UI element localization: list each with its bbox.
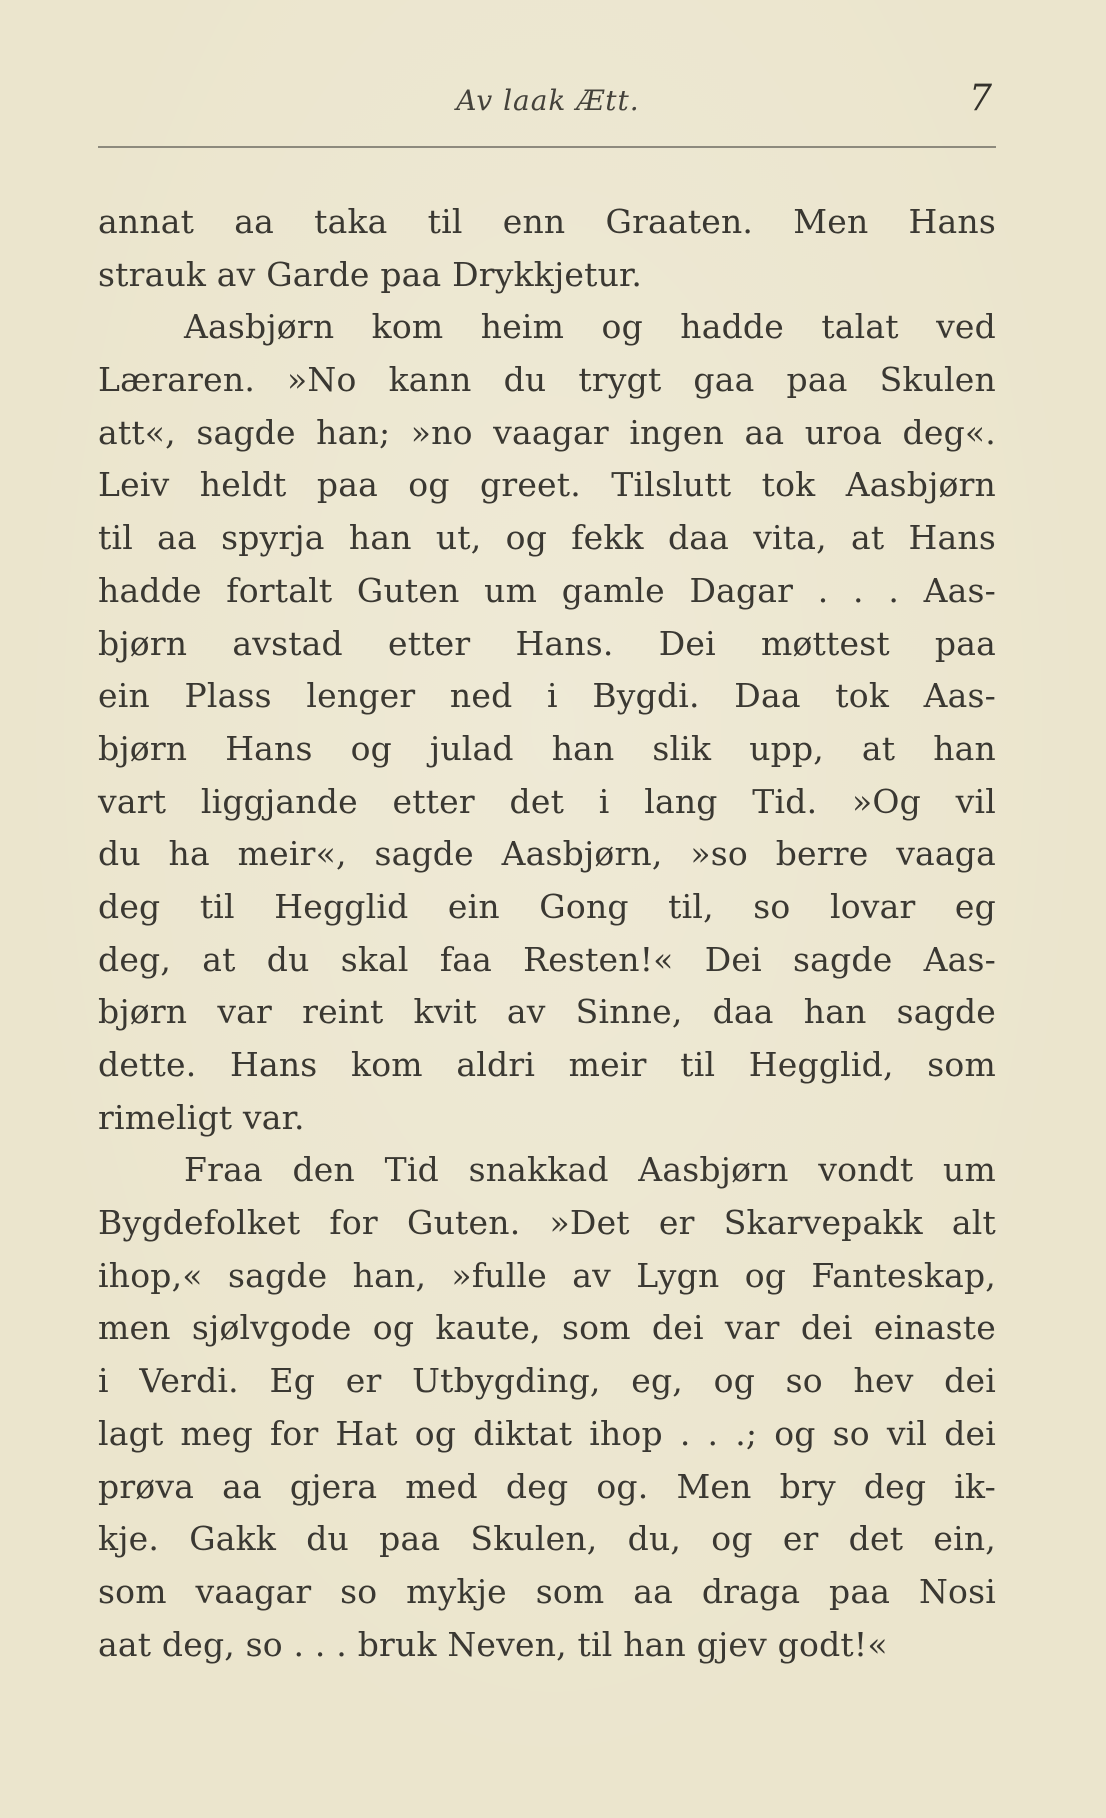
text-line: bjørn avstad etter Hans. Dei møttest paa (98, 623, 996, 663)
text-line: ihop,« sagde han, »fulle av Lygn og Fanteskap, (98, 1255, 996, 1295)
text-line: men sjølvgode og kaute, som dei var dei einaste (98, 1308, 996, 1348)
text-line: kje. Gakk du paa Skulen, du, og er det ein, (98, 1519, 996, 1559)
text-line: annat aa taka til enn Graaten. Men Hans (98, 202, 996, 241)
text-line: ein Plass lenger ned i Bygdi. Daa tok Aas- (98, 676, 996, 716)
text-line: Bygdefolket for Guten. »Det er Skarvepakk alt (98, 1203, 996, 1243)
header-rule (98, 146, 996, 148)
text-line: deg til Hegglid ein Gong til, so lovar eg (98, 886, 996, 926)
text-line: lagt meg for Hat og diktat ihop . . .; og so vil dei (98, 1413, 996, 1453)
text-line: til aa spyrja han ut, og fekk daa vita, at Hans (98, 518, 996, 558)
text-line: Aasbjørn kom heim og hadde talat ved (184, 307, 996, 347)
text-line: dette. Hans kom aldri meir til Hegglid, som (98, 1045, 996, 1084)
body-text (98, 196, 996, 1671)
running-title: Av laak Ætt. (456, 84, 640, 117)
page-number: 7 (969, 78, 992, 119)
text-line: Læraren. »No kann du trygt gaa paa Skulen (98, 360, 996, 400)
text-line: hadde fortalt Guten um gamle Dagar . . . Aas- (98, 570, 996, 610)
text-line: att«, sagde han; »no vaagar ingen aa uroa deg«. (98, 412, 996, 452)
text-line: rimeligt var. (98, 1097, 305, 1137)
text-line: prøva aa gjera med deg og. Men bry deg ik- (98, 1466, 996, 1506)
text-line: bjørn var reint kvit av Sinne, daa han sagde (98, 992, 996, 1032)
text-line: deg, at du skal faa Resten!« Dei sagde Aas- (98, 939, 996, 979)
text-line: Fraa den Tid snakkad Aasbjørn vondt um (184, 1150, 996, 1190)
text-line: som vaagar so mykje som aa draga paa Nosi (98, 1571, 996, 1611)
text-line: vart liggjande etter det i lang Tid. »Og vil (98, 781, 996, 821)
page-header (98, 78, 998, 132)
text-line: aat deg, so . . . bruk Neven, til han gjev godt!« (98, 1624, 888, 1664)
text-line: du ha meir«, sagde Aasbjørn, »so berre vaaga (98, 834, 996, 874)
text-line: bjørn Hans og julad han slik upp, at han (98, 728, 996, 768)
text-line: strauk av Garde paa Drykkjetur. (98, 254, 643, 294)
text-line: i Verdi. Eg er Utbygding, eg, og so hev dei (98, 1361, 996, 1401)
text-line: Leiv heldt paa og greet. Tilslutt tok Aasbjørn (98, 465, 996, 505)
